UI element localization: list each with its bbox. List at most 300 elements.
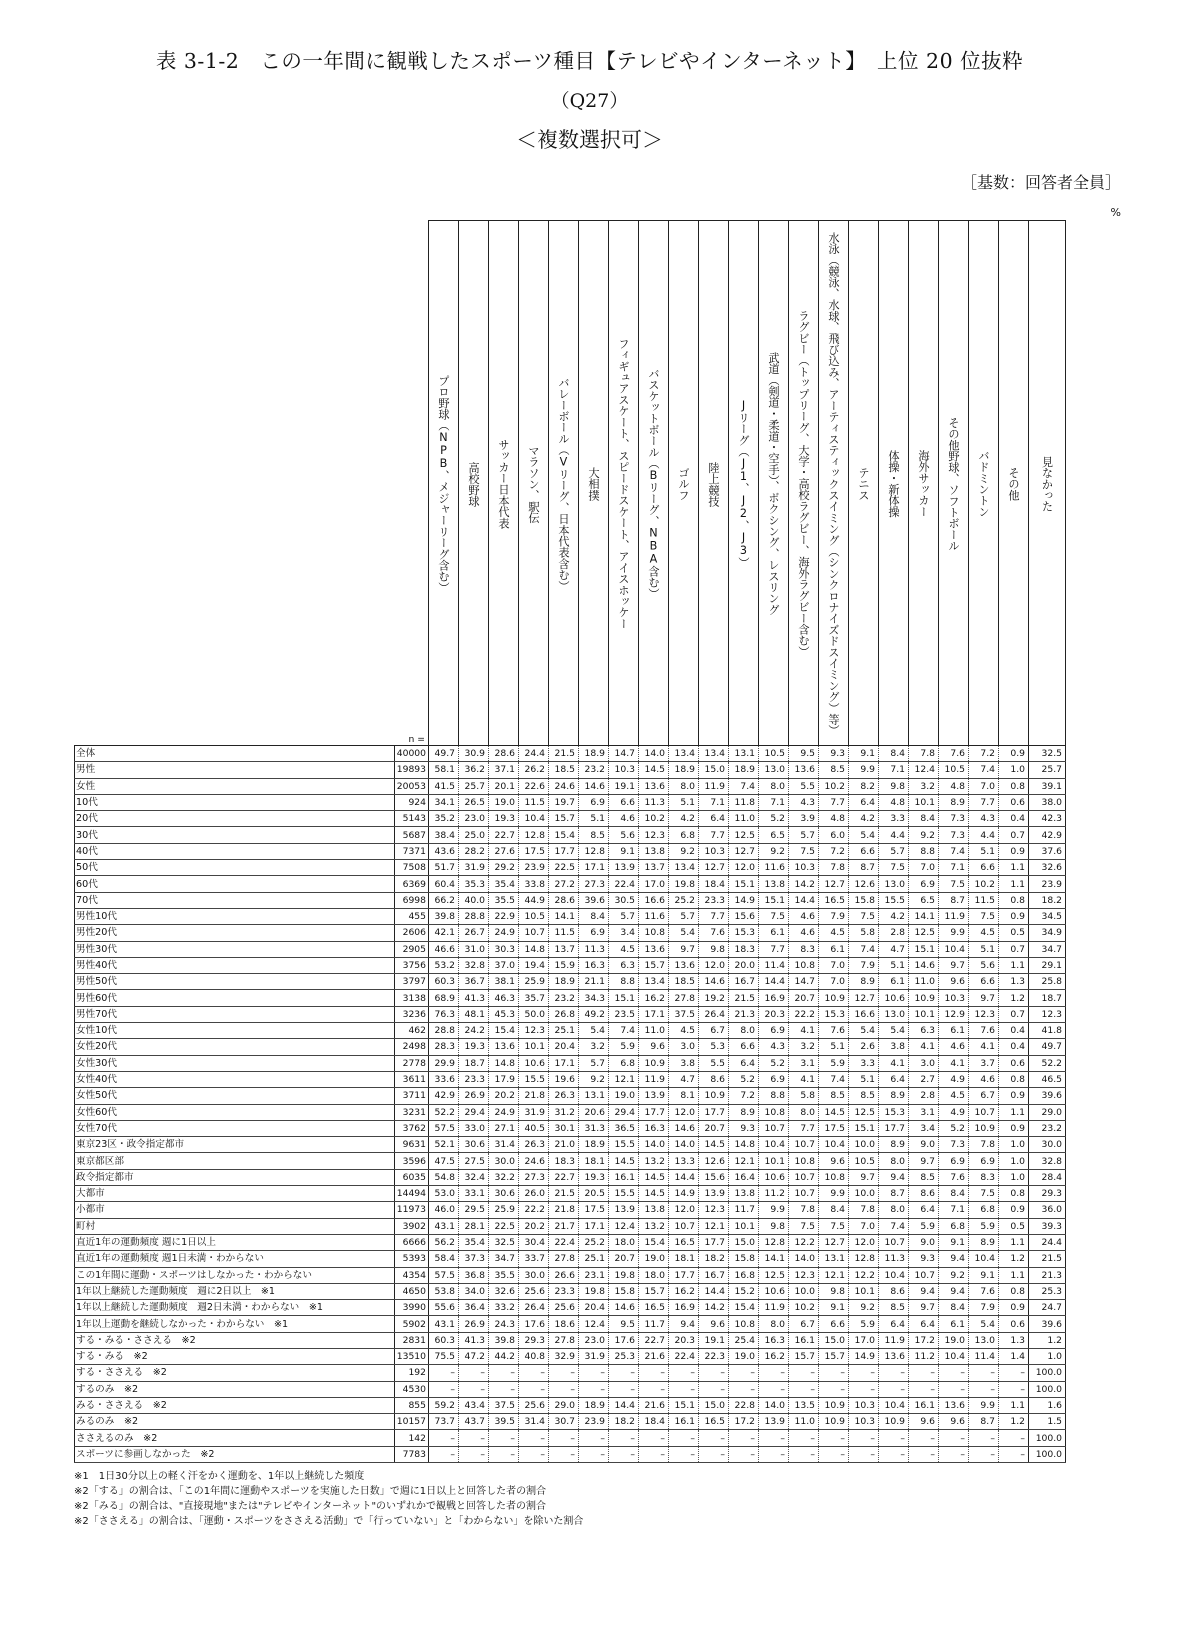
table-row — [75, 1283, 1066, 1299]
row-n: 19893 — [395, 762, 429, 778]
cell-value: – — [819, 1446, 849, 1462]
cell-value: 10.4 — [519, 811, 549, 827]
cell-value: – — [669, 1381, 699, 1397]
cell-value: 8.9 — [939, 794, 969, 810]
cell-value: 10.3 — [789, 860, 819, 876]
cell-value: 10.2 — [639, 811, 669, 827]
cell-value: 12.8 — [849, 1251, 879, 1267]
cell-value: 0.8 — [999, 1283, 1029, 1299]
cell-value: 19.7 — [549, 794, 579, 810]
cell-value: 7.1 — [699, 794, 729, 810]
cell-value: 26.4 — [519, 1300, 549, 1316]
cell-value: 10.8 — [759, 1104, 789, 1120]
cell-value: 15.3 — [879, 1104, 909, 1120]
cell-value: – — [579, 1446, 609, 1462]
cell-value: 26.8 — [549, 1006, 579, 1022]
cell-value: 6.4 — [909, 1202, 939, 1218]
cell-value: 29.9 — [429, 1055, 459, 1071]
cell-value: 31.2 — [549, 1104, 579, 1120]
cell-value: – — [879, 1381, 909, 1397]
column-header-label: その他 — [1007, 467, 1020, 501]
cell-value: 21.3 — [1029, 1267, 1066, 1283]
cell-value: 6.1 — [879, 974, 909, 990]
table-row — [75, 957, 1066, 973]
cell-value: 18.3 — [549, 1153, 579, 1169]
cell-value: 13.6 — [639, 778, 669, 794]
cell-value: 6.7 — [699, 1023, 729, 1039]
cell-value: 15.5 — [519, 1071, 549, 1087]
cell-value: 6.9 — [939, 1153, 969, 1169]
cell-value: 15.5 — [609, 1137, 639, 1153]
cell-value: 16.2 — [759, 1348, 789, 1364]
cell-value: 6.9 — [759, 1023, 789, 1039]
cell-value: 15.0 — [699, 762, 729, 778]
cell-value: 0.8 — [999, 892, 1029, 908]
cell-value: 10.3 — [849, 1414, 879, 1430]
cell-value: 7.4 — [879, 1218, 909, 1234]
row-label: する・みる・ささえる ※2 — [75, 1332, 395, 1348]
row-n: 5902 — [395, 1316, 429, 1332]
cell-value: 9.9 — [819, 1186, 849, 1202]
cell-value: 24.9 — [489, 1104, 519, 1120]
row-label: この1年間に運動・スポーツはしなかった・わからない — [75, 1267, 395, 1283]
cell-value: 7.7 — [969, 794, 999, 810]
cell-value: 1.0 — [1029, 1348, 1066, 1364]
cell-value: 48.1 — [459, 1006, 489, 1022]
cell-value: 11.4 — [969, 1348, 999, 1364]
cell-value: 6.6 — [969, 860, 999, 876]
cell-value: 14.5 — [699, 1137, 729, 1153]
row-n: 20053 — [395, 778, 429, 794]
cell-value: 26.3 — [519, 1137, 549, 1153]
cell-value: 49.7 — [1029, 1039, 1066, 1055]
cell-value: 20.4 — [549, 1039, 579, 1055]
cell-value: 9.1 — [819, 1300, 849, 1316]
cell-value: 25.7 — [459, 778, 489, 794]
row-n: 855 — [395, 1397, 429, 1413]
cell-value: 13.0 — [879, 1006, 909, 1022]
cell-value: 31.4 — [489, 1137, 519, 1153]
cell-value: 1.1 — [999, 1234, 1029, 1250]
cell-value: 15.7 — [639, 957, 669, 973]
cell-value: 4.1 — [939, 1055, 969, 1071]
cell-value: 27.3 — [519, 1169, 549, 1185]
cell-value: 11.2 — [909, 1348, 939, 1364]
cell-value: 5.7 — [789, 827, 819, 843]
table-row — [75, 1316, 1066, 1332]
cell-value: 8.9 — [729, 1104, 759, 1120]
cell-value: 9.9 — [969, 1397, 999, 1413]
cell-value: 13.3 — [669, 1153, 699, 1169]
cell-value: 5.1 — [819, 1039, 849, 1055]
cell-value: 14.2 — [789, 876, 819, 892]
cell-value: 18.9 — [579, 1397, 609, 1413]
cell-value: 21.8 — [549, 1202, 579, 1218]
cell-value: 10.7 — [759, 1120, 789, 1136]
cell-value: 6.6 — [819, 1316, 849, 1332]
cell-value: 9.4 — [879, 1169, 909, 1185]
cell-value: 100.0 — [1029, 1365, 1066, 1381]
cell-value: 6.0 — [819, 827, 849, 843]
cell-value: 10.9 — [639, 1055, 669, 1071]
row-label: 男性10代 — [75, 908, 395, 924]
cell-value: – — [789, 1365, 819, 1381]
cell-value: 18.1 — [579, 1153, 609, 1169]
cell-value: 4.6 — [789, 908, 819, 924]
cell-value: 16.3 — [639, 1120, 669, 1136]
row-n: 3756 — [395, 957, 429, 973]
cell-value: 13.1 — [729, 746, 759, 762]
cell-value: 27.1 — [489, 1120, 519, 1136]
cell-value: 37.3 — [459, 1251, 489, 1267]
cell-value: 23.2 — [579, 762, 609, 778]
cell-value: 14.8 — [489, 1055, 519, 1071]
cell-value: 2.8 — [909, 1088, 939, 1104]
cell-value: 25.9 — [519, 974, 549, 990]
cell-value: 21.7 — [549, 1218, 579, 1234]
cell-value: 7.4 — [939, 843, 969, 859]
cell-value: 16.3 — [579, 957, 609, 973]
cell-value: – — [789, 1446, 819, 1462]
table-row — [75, 827, 1066, 843]
table-row — [75, 1120, 1066, 1136]
cell-value: 17.1 — [549, 1055, 579, 1071]
cell-value: 42.1 — [429, 925, 459, 941]
cell-value: 22.9 — [489, 908, 519, 924]
cell-value: 21.5 — [549, 746, 579, 762]
cell-value: 9.4 — [939, 1283, 969, 1299]
cell-value: 41.3 — [459, 990, 489, 1006]
cell-value: 7.8 — [789, 1202, 819, 1218]
table-row — [75, 860, 1066, 876]
cell-value: 10.7 — [789, 1137, 819, 1153]
cell-value: 34.5 — [1029, 908, 1066, 924]
cell-value: 34.1 — [429, 794, 459, 810]
cell-value: 39.3 — [1029, 1218, 1066, 1234]
cell-value: – — [819, 1430, 849, 1446]
column-header-row — [75, 221, 1066, 746]
cell-value: 25.1 — [579, 1251, 609, 1267]
cell-value: 100.0 — [1029, 1446, 1066, 1462]
table-row — [75, 1332, 1066, 1348]
cell-value: 11.4 — [759, 957, 789, 973]
cell-value: 31.4 — [519, 1414, 549, 1430]
cell-value: 7.5 — [969, 1186, 999, 1202]
cell-value: 18.0 — [609, 1234, 639, 1250]
cell-value: 31.9 — [459, 860, 489, 876]
cell-value: 15.8 — [609, 1283, 639, 1299]
cell-value: 15.0 — [729, 1234, 759, 1250]
cell-value: 15.8 — [849, 892, 879, 908]
cell-value: 5.1 — [669, 794, 699, 810]
row-n: 142 — [395, 1430, 429, 1446]
cell-value: 20.0 — [729, 957, 759, 973]
cell-value: 24.9 — [489, 925, 519, 941]
cell-value: 15.1 — [609, 990, 639, 1006]
cell-value: 10.4 — [969, 1251, 999, 1267]
cell-value: – — [909, 1381, 939, 1397]
cell-value: – — [519, 1430, 549, 1446]
cell-value: – — [759, 1365, 789, 1381]
cell-value: 43.6 — [429, 843, 459, 859]
cell-value: 10.1 — [849, 1283, 879, 1299]
table-row — [75, 1202, 1066, 1218]
cell-value: 5.4 — [849, 1023, 879, 1039]
row-label: ささえるのみ ※2 — [75, 1430, 395, 1446]
cell-value: 12.3 — [519, 1023, 549, 1039]
cell-value: 0.6 — [999, 1316, 1029, 1332]
column-header — [789, 221, 819, 746]
cell-value: – — [549, 1446, 579, 1462]
cell-value: 8.9 — [969, 1234, 999, 1250]
footnotes — [74, 1469, 583, 1529]
row-label: 男性60代 — [75, 990, 395, 1006]
column-header — [429, 221, 459, 746]
row-label: 東京23区・政令指定都市 — [75, 1137, 395, 1153]
cell-value: 10.4 — [759, 1137, 789, 1153]
cell-value: 10.7 — [669, 1218, 699, 1234]
cell-value: 8.5 — [819, 1088, 849, 1104]
cell-value: 22.7 — [489, 827, 519, 843]
column-header-label: 体操・新体操 — [887, 450, 900, 518]
cell-value: 18.4 — [699, 876, 729, 892]
cell-value: – — [849, 1365, 879, 1381]
cell-value: – — [939, 1381, 969, 1397]
cell-value: 12.4 — [909, 762, 939, 778]
table-row — [75, 811, 1066, 827]
cell-value: 6.4 — [909, 1316, 939, 1332]
cell-value: 43.1 — [429, 1316, 459, 1332]
cell-value: 16.5 — [639, 1300, 669, 1316]
cell-value: 19.0 — [489, 794, 519, 810]
cell-value: 17.7 — [699, 1234, 729, 1250]
cell-value: 15.4 — [489, 1023, 519, 1039]
row-label: 女性60代 — [75, 1104, 395, 1120]
cell-value: 18.0 — [639, 1267, 669, 1283]
cell-value: 1.2 — [999, 1251, 1029, 1267]
cell-value: 13.0 — [879, 876, 909, 892]
cell-value: 8.3 — [969, 1169, 999, 1185]
cell-value: 15.1 — [759, 892, 789, 908]
row-label: 大都市 — [75, 1186, 395, 1202]
footnote: ※2「ささえる」の割合は、「運動・スポーツをささえる活動」で「行っていない」と「わからない」を除いた割合 — [74, 1516, 584, 1527]
cell-value: 20.7 — [609, 1251, 639, 1267]
cell-value: 8.8 — [909, 843, 939, 859]
cell-value: 10.8 — [789, 1153, 819, 1169]
cell-value: 12.7 — [849, 990, 879, 1006]
cell-value: – — [639, 1365, 669, 1381]
cell-value: 9.6 — [939, 1414, 969, 1430]
cell-value: – — [669, 1365, 699, 1381]
cell-value: 14.6 — [669, 1120, 699, 1136]
cell-value: 27.6 — [489, 843, 519, 859]
column-header-label: バドミントン — [977, 450, 990, 518]
cell-value: 24.4 — [519, 746, 549, 762]
cell-value: 10.4 — [879, 1267, 909, 1283]
cell-value: 7.3 — [939, 1137, 969, 1153]
cell-value: 37.5 — [489, 1397, 519, 1413]
cell-value: 14.4 — [789, 892, 819, 908]
cell-value: 30.7 — [549, 1414, 579, 1430]
cell-value: 12.8 — [759, 1234, 789, 1250]
cell-value: 7.7 — [699, 827, 729, 843]
cell-value: 11.7 — [639, 1316, 669, 1332]
cell-value: 39.8 — [489, 1332, 519, 1348]
cell-value: 29.4 — [609, 1104, 639, 1120]
cell-value: 27.8 — [549, 1251, 579, 1267]
cell-value: 5.5 — [699, 1055, 729, 1071]
row-n: 3762 — [395, 1120, 429, 1136]
cell-value: 8.9 — [849, 974, 879, 990]
table-row — [75, 1055, 1066, 1071]
cell-value: 20.6 — [579, 1104, 609, 1120]
cell-value: 15.0 — [819, 1332, 849, 1348]
cell-value: 8.4 — [819, 1202, 849, 1218]
cell-value: 0.4 — [999, 1039, 1029, 1055]
cell-value: 26.9 — [459, 1088, 489, 1104]
row-n: 6666 — [395, 1234, 429, 1250]
cell-value: 15.0 — [699, 1397, 729, 1413]
cell-value: 32.8 — [1029, 1153, 1066, 1169]
cell-value: 14.1 — [909, 908, 939, 924]
cell-value: 5.6 — [969, 957, 999, 973]
cell-value: 30.3 — [489, 941, 519, 957]
cell-value: – — [939, 1446, 969, 1462]
cell-value: 42.3 — [1029, 811, 1066, 827]
cell-value: 9.2 — [939, 1267, 969, 1283]
cell-value: 14.0 — [789, 1251, 819, 1267]
cell-value: 6.9 — [909, 876, 939, 892]
cell-value: 59.2 — [429, 1397, 459, 1413]
row-n: 4530 — [395, 1381, 429, 1397]
cell-value: 10.3 — [939, 990, 969, 1006]
column-header — [519, 221, 549, 746]
cell-value: 12.7 — [729, 843, 759, 859]
cell-value: – — [759, 1381, 789, 1397]
cell-value: 58.1 — [429, 762, 459, 778]
table-row — [75, 876, 1066, 892]
cell-value: 7.8 — [909, 746, 939, 762]
cell-value: 11.0 — [729, 811, 759, 827]
cell-value: 9.0 — [909, 1137, 939, 1153]
cell-value: 22.6 — [519, 778, 549, 794]
column-header-label: 見なかった — [1040, 456, 1054, 512]
cell-value: – — [669, 1446, 699, 1462]
column-header — [939, 221, 969, 746]
cell-value: 14.2 — [699, 1300, 729, 1316]
cell-value: 1.1 — [999, 957, 1029, 973]
cell-value: 29.3 — [519, 1332, 549, 1348]
cell-value: 50.0 — [519, 1006, 549, 1022]
cell-value: 23.9 — [579, 1414, 609, 1430]
row-n: 7508 — [395, 860, 429, 876]
cell-value: 11.5 — [969, 892, 999, 908]
cell-value: 4.9 — [939, 1071, 969, 1087]
cell-value: 19.3 — [459, 1039, 489, 1055]
cell-value: 3.2 — [789, 1039, 819, 1055]
cell-value: – — [819, 1381, 849, 1397]
cell-value: 0.4 — [999, 1023, 1029, 1039]
cell-value: 12.0 — [849, 1234, 879, 1250]
column-header-label: 武道（剣道・柔道・空手）、ボクシング、レスリング — [767, 352, 780, 616]
cell-value: 14.5 — [639, 1186, 669, 1202]
cell-value: 16.9 — [759, 990, 789, 1006]
table-row — [75, 990, 1066, 1006]
cell-value: 20.3 — [669, 1332, 699, 1348]
cell-value: 36.5 — [609, 1120, 639, 1136]
cell-value: 7.1 — [939, 860, 969, 876]
cell-value: 23.9 — [1029, 876, 1066, 892]
cell-value: – — [729, 1430, 759, 1446]
cell-value: 36.2 — [459, 762, 489, 778]
cell-value: 12.3 — [789, 1267, 819, 1283]
cell-value: 19.1 — [699, 1332, 729, 1348]
cell-value: – — [939, 1430, 969, 1446]
column-header — [819, 221, 849, 746]
cell-value: 25.8 — [1029, 974, 1066, 990]
cell-value: 17.7 — [879, 1120, 909, 1136]
cell-value: 16.7 — [699, 1267, 729, 1283]
cell-value: 20.2 — [519, 1218, 549, 1234]
cell-value: 18.5 — [669, 974, 699, 990]
cell-value: 4.2 — [669, 811, 699, 827]
cell-value: – — [729, 1381, 759, 1397]
cell-value: 28.8 — [429, 1023, 459, 1039]
cell-value: 14.7 — [609, 746, 639, 762]
cell-value: 10.9 — [969, 1120, 999, 1136]
cell-value: 7.6 — [969, 1023, 999, 1039]
table-row — [75, 925, 1066, 941]
cell-value: – — [579, 1381, 609, 1397]
row-label: 60代 — [75, 876, 395, 892]
cell-value: 5.2 — [729, 1071, 759, 1087]
cell-value: 7.1 — [879, 762, 909, 778]
cell-value: 13.8 — [729, 1186, 759, 1202]
cell-value: 8.6 — [879, 1283, 909, 1299]
cell-value: 5.7 — [579, 1055, 609, 1071]
cell-value: – — [699, 1430, 729, 1446]
cell-value: 22.5 — [549, 860, 579, 876]
cell-value: 0.7 — [999, 941, 1029, 957]
cell-value: 3.0 — [669, 1039, 699, 1055]
cell-value: 7.9 — [969, 1300, 999, 1316]
cell-value: 12.8 — [579, 843, 609, 859]
cell-value: 25.3 — [609, 1348, 639, 1364]
row-label: 直近1年の運動頻度 週に1日以上 — [75, 1234, 395, 1250]
cell-value: 25.9 — [489, 1202, 519, 1218]
column-header — [879, 221, 909, 746]
table-row — [75, 746, 1066, 762]
cell-value: 8.9 — [879, 1137, 909, 1153]
cell-value: 3.1 — [789, 1055, 819, 1071]
cell-value: 25.3 — [1029, 1283, 1066, 1299]
cell-value: – — [609, 1365, 639, 1381]
cell-value: 9.3 — [819, 746, 849, 762]
table-row — [75, 1186, 1066, 1202]
cell-value: – — [909, 1430, 939, 1446]
cell-value: 39.6 — [579, 892, 609, 908]
table-row — [75, 974, 1066, 990]
cell-value: 8.5 — [879, 1300, 909, 1316]
row-n: 3711 — [395, 1088, 429, 1104]
cell-value: 68.9 — [429, 990, 459, 1006]
column-header-label: ゴルフ — [677, 467, 690, 501]
cell-value: 4.5 — [939, 1088, 969, 1104]
cell-value: 5.9 — [609, 1039, 639, 1055]
cell-value: 12.4 — [579, 1316, 609, 1332]
cell-value: – — [699, 1446, 729, 1462]
column-header — [609, 221, 639, 746]
